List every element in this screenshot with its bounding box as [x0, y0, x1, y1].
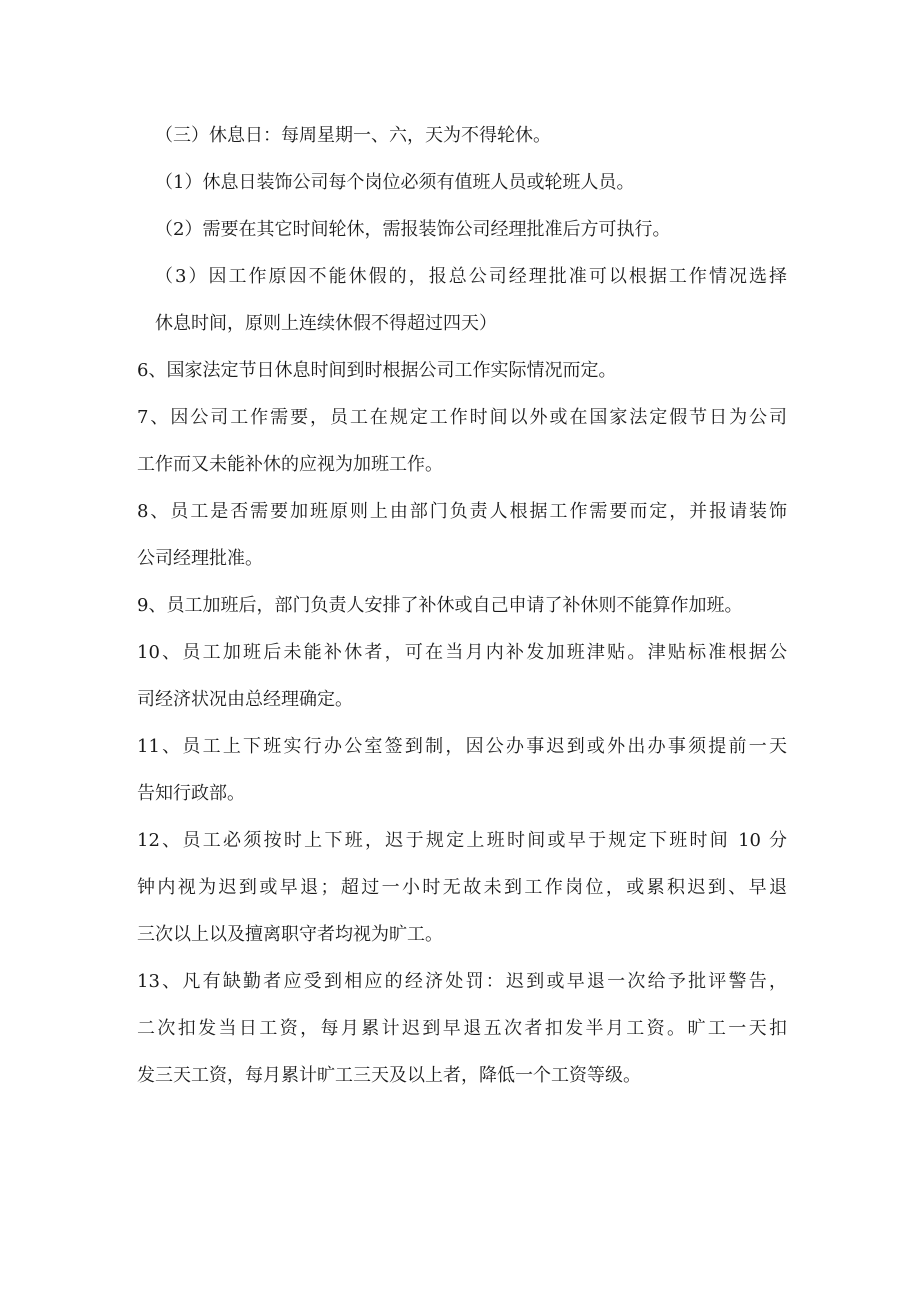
- paragraph-line: （3）因工作原因不能休假的，报总公司经理批准可以根据工作情况选择: [155, 266, 787, 287]
- paragraph-p-11: [137, 723, 787, 817]
- paragraph-line: 12、员工必须按时上下班，迟于规定上班时间或早于规定下班时间 10 分: [137, 830, 787, 851]
- paragraph-p-rest-3: [137, 253, 787, 347]
- paragraph-line: 6、国家法定节日休息时间到时根据公司工作实际情况而定。: [137, 360, 617, 381]
- paragraph-line: （三）休息日：每周星期一、六，天为不得轮休。: [155, 125, 551, 146]
- paragraph-line: 8、员工是否需要加班原则上由部门负责人根据工作需要而定，并报请装饰: [137, 501, 787, 522]
- paragraph-p-12: [137, 817, 787, 958]
- paragraph-line: （2）需要在其它时间轮休，需报装饰公司经理批准后方可执行。: [155, 219, 671, 240]
- paragraph-line: 工作而又未能补休的应视为加班工作。: [137, 454, 443, 475]
- paragraph-p-rest-day: [137, 112, 787, 159]
- paragraph-line: 三次以上以及擅离职守者均视为旷工。: [137, 924, 443, 945]
- paragraph-line: 公司经理批准。: [137, 548, 263, 569]
- paragraph-line: 发三天工资，每月累计旷工三天及以上者，降低一个工资等级。: [137, 1065, 641, 1086]
- paragraph-p-rest-2: [137, 206, 787, 253]
- document-body: [137, 112, 787, 1099]
- paragraph-p-10: [137, 629, 787, 723]
- paragraph-line: （1）休息日装饰公司每个岗位必须有值班人员或轮班人员。: [155, 172, 635, 193]
- paragraph-line: 钟内视为迟到或早退；超过一小时无故未到工作岗位，或累积迟到、早退: [137, 877, 787, 898]
- paragraph-p-rest-1: [137, 159, 787, 206]
- paragraph-line: 告知行政部。: [137, 783, 245, 804]
- paragraph-line: 13、凡有缺勤者应受到相应的经济处罚：迟到或早退一次给予批评警告，: [137, 971, 787, 992]
- paragraph-p-7: [137, 394, 787, 488]
- paragraph-p-9: [137, 582, 787, 629]
- paragraph-p-8: [137, 488, 787, 582]
- paragraph-line: 10、员工加班后未能补休者，可在当月内补发加班津贴。津贴标准根据公: [137, 642, 787, 663]
- paragraph-line: 11、员工上下班实行办公室签到制，因公办事迟到或外出办事须提前一天: [137, 736, 787, 757]
- paragraph-line: 司经济状况由总经理确定。: [137, 689, 353, 710]
- paragraph-line: 休息时间，原则上连续休假不得超过四天）: [155, 313, 497, 334]
- paragraph-line: 7、因公司工作需要，员工在规定工作时间以外或在国家法定假节日为公司: [137, 407, 787, 428]
- paragraph-p-13: [137, 958, 787, 1099]
- paragraph-line: 9、员工加班后，部门负责人安排了补休或自己申请了补休则不能算作加班。: [137, 595, 743, 616]
- paragraph-p-6: [137, 347, 787, 394]
- paragraph-line: 二次扣发当日工资，每月累计迟到早退五次者扣发半月工资。旷工一天扣: [137, 1018, 787, 1039]
